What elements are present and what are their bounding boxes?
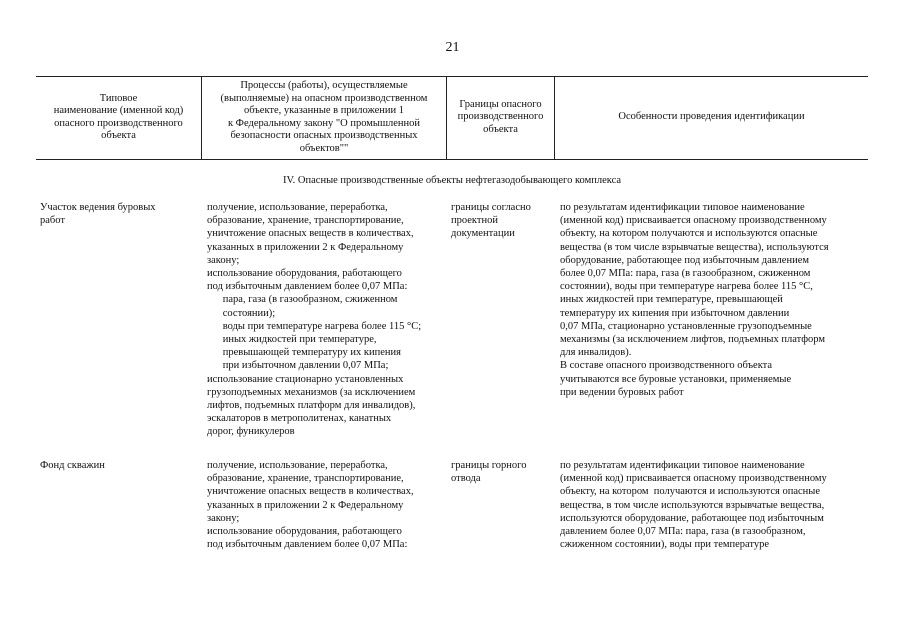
header-processes-text: Процессы (работы), осуществляемые (выполняемые) на опасном производственном объекте, указанные в приложении 1 к Федеральному закону "О промышленной безопасности опасных производственных объектов"": [220, 80, 428, 154]
row-processes: получение, использование, переработка, образование, хранение, транспортирование, уничтожение опасных веществ в количествах, указанных в приложении 2 к Федеральному закону; использование оборудования, работающего под избыточным давлением более 0,07 МПа: пара, газа (в газообразном, сжиженном состоянии); воды при температуре нагрева более 115 °C; иных жидкостей при температуре, превышающей температуру их кипения при избыточном давлении 0,07 МПа; использование стационарно установленных грузоподъемных механизмов (за исключением лифтов, подъемных платформ для инвалидов), эскалаторов в метрополитенах, канатных дорог, фуникулеров: [207, 202, 422, 438]
row-boundaries: границы согласно проектной документации: [451, 202, 531, 240]
header-boundaries: [447, 76, 554, 159]
row-identification-features: по результатам идентификации типовое наименование (именной код) присваивается опасному производственному объекту, на котором получаются и используются опасные вещества, в том числе используются взрывчатые вещества, используются оборудование, работающее под избыточным давлением более 0,07 МПа: пара, газа (в газообразном, сжиженном состоянии), воды при температуре: [560, 460, 827, 551]
section-title: IV. Опасные производственные объекты нефтегазодобывающего комплекса: [282, 175, 622, 186]
header-object-name: [36, 76, 201, 159]
page-number: 21: [445, 40, 460, 55]
row-object-name: Фонд скважин: [40, 460, 105, 471]
header-object-name-text: Типовое наименование (именной код) опасного производственного объекта: [53, 92, 184, 141]
table-header-bottom-rule: [36, 159, 868, 160]
row-boundaries: границы горного отвода: [451, 460, 527, 485]
row-processes: получение, использование, переработка, образование, хранение, транспортирование, уничтожение опасных веществ в количествах, указанных в приложении 2 к Федеральному закону; использование оборудования, работающего под избыточным давлением более 0,07 МПа:: [207, 460, 414, 551]
header-boundaries-text: Границы опасного производственного объекта: [457, 98, 544, 135]
header-processes: [202, 76, 446, 159]
header-identification-features: [555, 76, 868, 159]
row-object-name: Участок ведения буровых работ: [40, 202, 156, 227]
header-identification-features-text: Особенности проведения идентификации: [618, 111, 805, 123]
row-identification-features: по результатам идентификации типовое наименование (именной код) присваивается опасному производственному объекту, на котором получаются и используются опасные вещества (в том числе взрывчатые вещества), используются оборудование, работающее под избыточным давлением более 0,07 МПа: пара, газа (в газообразном, сжиженном состоянии), воды при температуре нагрева более 115 °C, иных жидкостей при температуре, превышающей температуру их кипения при избыточном давлении 0,07 МПа, стационарно установленные грузоподъемные механизмы (за исключением лифтов, подъемных платформ для инвалидов). В составе опасного производственного объекта учитываются все буровые установки, применяемые при ведении буровых работ: [560, 202, 829, 398]
